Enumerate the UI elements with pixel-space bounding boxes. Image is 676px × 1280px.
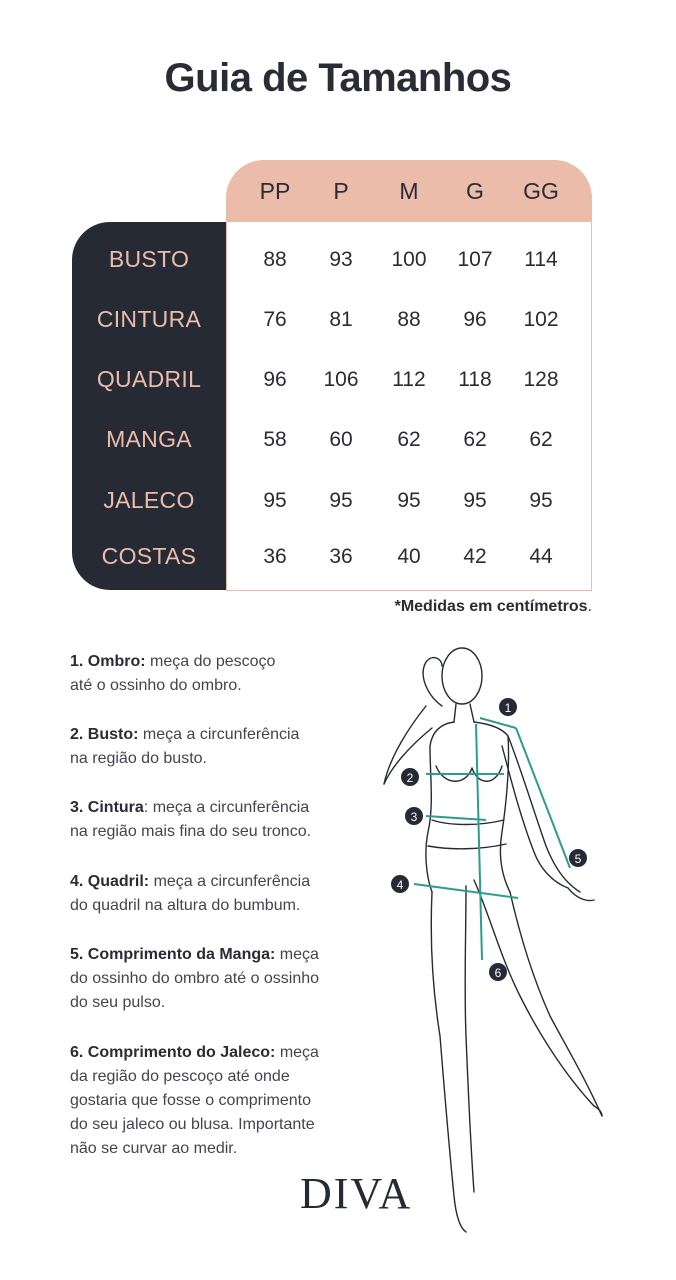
- size-header-p: P: [333, 178, 349, 204]
- instruction-line: do seu pulso.: [70, 994, 166, 1011]
- instruction-line: até o ossinho do ombro.: [70, 677, 242, 694]
- size-header-gg: GG: [523, 178, 559, 204]
- units-note-text: *Medidas em centímetros: [394, 598, 588, 615]
- table-cell: 81: [329, 308, 353, 331]
- table-cell: 100: [391, 248, 427, 271]
- instruction-title: 5. Comprimento da Manga:: [70, 946, 276, 963]
- measure-line-length: [476, 724, 482, 960]
- table-cell: 96: [263, 368, 287, 391]
- instruction-line: meça a circunferência: [149, 873, 311, 890]
- table-cell: 76: [263, 308, 287, 331]
- marker-2-label: 2: [406, 771, 414, 785]
- table-cell: 62: [397, 428, 421, 451]
- marker-6: [489, 963, 507, 981]
- instruction-cintura: [70, 796, 370, 844]
- table-cell: 95: [329, 489, 353, 512]
- table-cell: 44: [529, 545, 553, 568]
- table-cell: 36: [263, 545, 287, 568]
- instruction-title: 6. Comprimento do Jaleco:: [70, 1044, 276, 1061]
- instruction-title: 4. Quadril:: [70, 873, 150, 890]
- instruction-title: 1. Ombro:: [70, 653, 146, 670]
- instruction-title: 3. Cintura: [70, 799, 144, 816]
- table-cell: 107: [457, 248, 493, 271]
- marker-6-label: 6: [494, 966, 502, 980]
- instruction-ombro: [70, 650, 370, 698]
- row-label-manga: MANGA: [106, 426, 192, 452]
- brand-logo: DIVA: [300, 1169, 413, 1218]
- table-cell: 128: [523, 368, 559, 391]
- table-cell: 96: [463, 308, 487, 331]
- instruction-jaleco: [70, 1041, 370, 1161]
- table-cell: 60: [329, 428, 353, 451]
- size-header-g: G: [466, 178, 484, 204]
- marker-4: [391, 875, 409, 893]
- table-cell: 106: [323, 368, 359, 391]
- instruction-line: não se curvar ao medir.: [70, 1140, 238, 1157]
- instruction-busto: [70, 723, 370, 771]
- instruction-line: na região mais fina do seu tronco.: [70, 823, 312, 840]
- row-label-busto: BUSTO: [108, 246, 190, 272]
- size-table-body: [226, 222, 592, 591]
- measurement-markers: [391, 698, 587, 981]
- marker-5-label: 5: [574, 852, 582, 866]
- measure-line-sleeve: [516, 728, 570, 868]
- table-cell: 114: [524, 248, 558, 271]
- instruction-line: : meça a circunferência: [143, 799, 310, 816]
- size-header-pp: PP: [259, 178, 291, 204]
- marker-1-label: 1: [504, 701, 512, 715]
- marker-3-label: 3: [410, 810, 418, 824]
- table-cell: 88: [263, 248, 287, 271]
- instruction-line: meça do pescoço: [145, 653, 276, 670]
- measure-line-shoulder: [480, 718, 516, 728]
- table-cell: 102: [523, 308, 559, 331]
- table-cell: 36: [329, 545, 353, 568]
- instruction-line: do seu jaleco ou blusa. Importante: [70, 1116, 315, 1133]
- instruction-line: do quadril na altura do bumbum.: [70, 897, 301, 914]
- table-cell: 95: [397, 489, 421, 512]
- row-label-quadril: QUADRIL: [96, 366, 202, 392]
- table-cell: 112: [392, 368, 426, 391]
- table-cell: 58: [263, 428, 287, 451]
- row-label-cintura: CINTURA: [96, 306, 202, 332]
- instruction-line: da região do pescoço até onde: [70, 1068, 290, 1085]
- instruction-quadril: [70, 870, 370, 918]
- instruction-line: meça: [275, 1044, 319, 1061]
- instruction-line: na região do busto.: [70, 750, 207, 767]
- table-cell: 95: [463, 489, 487, 512]
- marker-4-label: 4: [396, 878, 404, 892]
- table-cell: 62: [463, 428, 487, 451]
- table-cell: 42: [463, 545, 487, 568]
- measure-line-waist: [426, 816, 486, 820]
- page-title: Guia de Tamanhos: [164, 56, 512, 100]
- size-header-m: M: [399, 178, 419, 204]
- table-cell: 40: [397, 545, 421, 568]
- table-cell: 62: [529, 428, 553, 451]
- table-cell: 93: [329, 248, 353, 271]
- instruction-title: 2. Busto:: [70, 726, 139, 743]
- table-cell: 88: [397, 308, 421, 331]
- marker-2: [401, 768, 419, 786]
- table-cell: 95: [529, 489, 553, 512]
- table-cell: 95: [263, 489, 287, 512]
- instruction-line: do ossinho do ombro até o ossinho: [70, 970, 320, 987]
- units-note-period: .: [587, 598, 592, 615]
- measurement-label-column: [72, 222, 226, 590]
- row-label-jaleco: JALECO: [103, 487, 195, 513]
- body-measurement-figure: [370, 636, 610, 1236]
- marker-1: [499, 698, 517, 716]
- measurement-lines: [414, 718, 570, 960]
- figure-outline: [384, 648, 602, 1232]
- instruction-line: gostaria que fosse o comprimento: [70, 1092, 312, 1109]
- instruction-line: meça: [275, 946, 319, 963]
- instruction-line: meça a circunferência: [138, 726, 300, 743]
- table-cell: 118: [458, 368, 492, 391]
- marker-3: [405, 807, 423, 825]
- units-note: [395, 598, 592, 616]
- row-label-costas: COSTAS: [101, 543, 197, 569]
- marker-5: [569, 849, 587, 867]
- instruction-manga: [70, 943, 370, 1015]
